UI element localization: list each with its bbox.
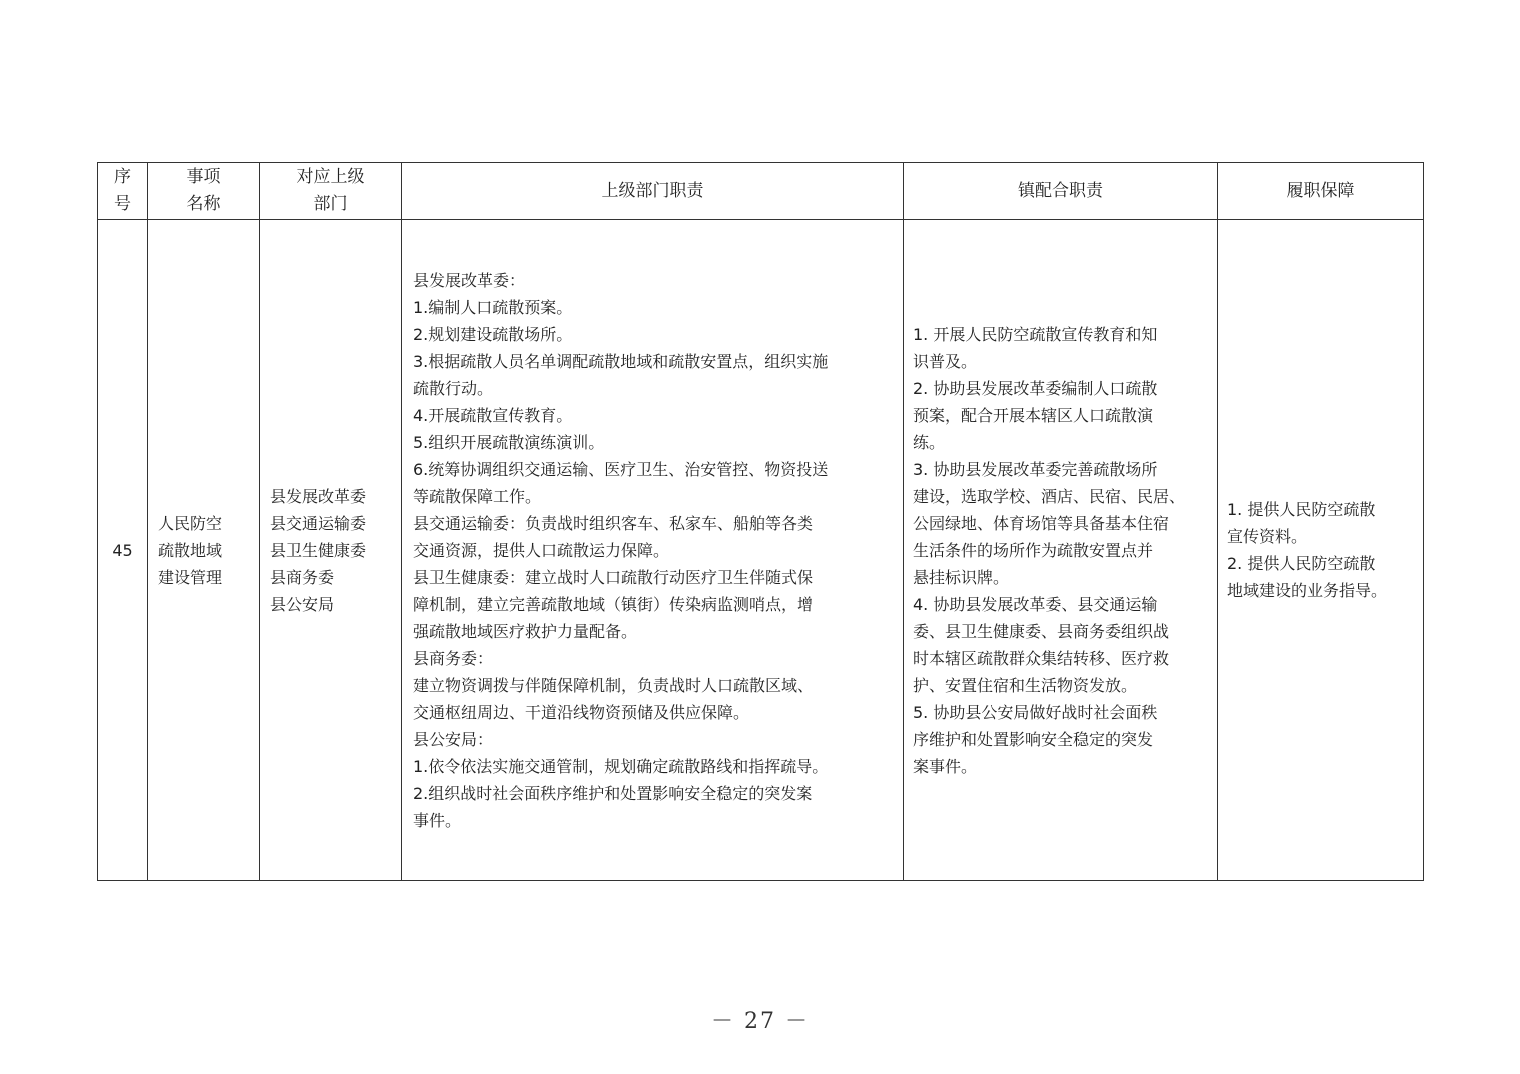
cell-superior-dept: 县发展改革委 县交通运输委 县卫生健康委 县商务委 县公安局 [260,220,402,881]
cell-guarantee: 1. 提供人民防空疏散 宣传资料。 2. 提供人民防空疏散 地域建设的业务指导。 [1218,220,1424,881]
cell-item-name: 人民防空 疏散地域 建设管理 [148,220,260,881]
table-header-row [98,163,1424,220]
header-seq: 序 号 [98,163,148,220]
header-guarantee: 履职保障 [1218,163,1424,220]
page-number: － 27 － [711,1009,809,1034]
table-row [98,220,1424,881]
duty-table [97,162,1424,881]
header-town-duties: 镇配合职责 [904,163,1218,220]
cell-superior-duties: 县发展改革委： 1.编制人口疏散预案。 2.规划建设疏散场所。 3.根据疏散人员名单调配疏散地域和疏散安置点，组织实施 疏散行动。 4.开展疏散宣传教育。 5.组织开展疏散演练演训。 6.统筹协调组织交通运输、医疗卫生、治安管控、物资投送 等疏散保障工作。 县交通运输委：负责战时组织客车、私家车、船舶等各类 交通资源，提供人口疏散运力保障。 县卫生健康委：建立战时人口疏散行动医疗卫生伴随式保 障机制，建立完善疏散地域（镇街）传染病监测哨点，增 强疏散地域医疗救护力量配备。 县商务委： 建立物资调拨与伴随保障机制，负责战时人口疏散区域、 交通枢纽周边、干道沿线物资预储及供应保障。 县公安局： 1.依令依法实施交通管制，规划确定疏散路线和指挥疏导。 2.组织战时社会面秩序维护和处置影响安全稳定的突发案 事件。 [402,220,904,881]
header-superior-dept: 对应上级 部门 [260,163,402,220]
header-superior-duties: 上级部门职责 [402,163,904,220]
cell-seq: 45 [98,220,148,881]
cell-town-duties: 1. 开展人民防空疏散宣传教育和知 识普及。 2. 协助县发展改革委编制人口疏散 预案，配合开展本辖区人口疏散演 练。 3. 协助县发展改革委完善疏散场所 建设，选取学校、酒店、民宿、民居、 公园绿地、体育场馆等具备基本住宿 生活条件的场所作为疏散安置点并 悬挂标识牌。 4. 协助县发展改革委、县交通运输 委、县卫生健康委、县商务委组织战 时本辖区疏散群众集结转移、医疗救 护、安置住宿和生活物资发放。 5. 协助县公安局做好战时社会面秩 序维护和处置影响安全稳定的突发 案事件。 [904,220,1218,881]
header-item-name: 事项 名称 [148,163,260,220]
